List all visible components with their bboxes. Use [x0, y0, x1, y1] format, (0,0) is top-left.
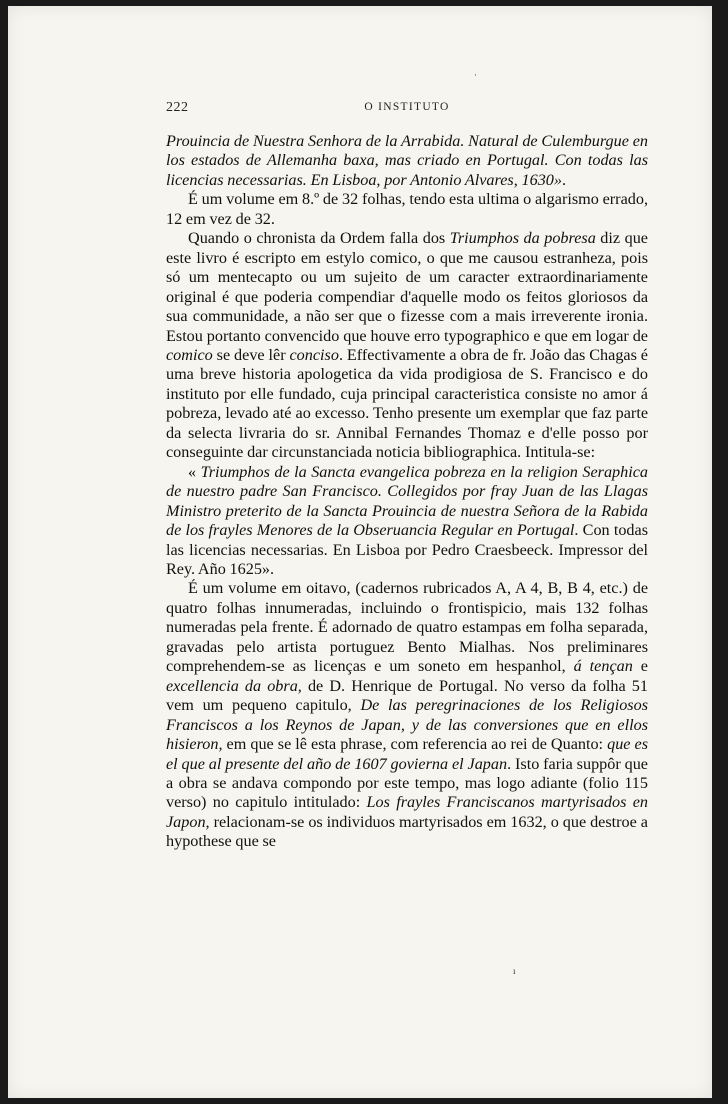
italic-text: comico [166, 345, 213, 364]
paragraph [166, 229, 648, 462]
text-run: diz que este livro é escripto em estylo comico, o que me causou estranheza, pois só um mentecapto ou um sujeito de um caracter extraordinariamente original é que poderia compendiar d'aquelle modo os feitos gloriosos da sua communidade, a não ser que o fizesse com a mais irreverente ironia. Estou portanto convencido que houve erro typographico e que em logar de [166, 229, 648, 345]
book-page [8, 6, 712, 1098]
italic-text: excellencia da obra, [166, 676, 302, 695]
page-number: 222 [166, 100, 189, 115]
paragraph [166, 190, 648, 229]
text-run: relacionam-se os individuos martyrisados em 1632, o que destroe a hypothese que se [166, 812, 648, 851]
italic-text: Triumphos da pobresa [449, 229, 596, 248]
page-body [166, 132, 648, 852]
italic-text: De las peregrinaciones de los Religiosos Franciscos a los Reynos de Japan, y de las conversiones que en ellos hisieron, [166, 696, 648, 754]
text-run: Quando o chronista da Ordem falla dos [188, 229, 450, 248]
text-run: de D. Henrique de Portugal. No verso da folha 51 vem um pequeno capitulo, [166, 676, 648, 715]
text-run: se deve lêr [212, 345, 290, 364]
italic-text: Triumphos de la Sancta evangelica pobreza en la religion Seraphica de nuestro padre San Francisco. Collegidos por fray Juan de las Llagas Ministro preterito de la Sancta Prouincia de nuestra Señora de la Rabida de los frayles Menores de la Obseruancia Regular en Portugal [166, 462, 649, 540]
paragraph [166, 132, 648, 190]
text-run: « [188, 462, 201, 481]
italic-text: Los frayles Franciscanos martyrisados en Japon, [166, 793, 648, 831]
running-title: O INSTITUTO [364, 101, 450, 113]
text-run: É um volume em oitavo, (cadernos rubricados A, A 4, B, B 4, etc.) de quatro folhas innumeradas, incluindo o frontispicio, mais 132 folhas numeradas pela frente. É adornado de quatro estampas em folha separada, gravadas pelo artista portuguez Bento Mialhas. Nos preliminares comprehendem-se as licenças e um soneto em hespanhol, [166, 579, 648, 676]
text-run: . Isto faria suppôr que a obra se andava compondo por este tempo, mas logo adiante (folio 115 verso) no capitulo intitulado: [166, 754, 648, 812]
text-run: É um volume em 8.º de 32 folhas, tendo esta ultima o algarismo errado, 12 em vez de 32. [166, 190, 648, 228]
page-header [166, 100, 648, 120]
text-run: em que se lê esta phrase, com referencia ao rei de Quanto: [222, 735, 608, 754]
text-run: . Effectivamente a obra de fr. João das Chagas é uma breve historia apologetica da vida prodigiosa de S. Francisco e do instituto por elle fundado, cuja principal caracteristica consiste no amor á pobreza, levado até ao excesso. Tenho presente um exemplar que faz parte da selecta livraria do sr. Annibal Fernandes Thomaz e d'elle posso por conseguinte dar circunstanciada noticia bibliographica. Intitula-se: [166, 345, 648, 462]
paragraph [166, 579, 648, 851]
italic-text: que es el que al presente del año de 1607 govierna el Japan [166, 735, 649, 773]
italic-text: conciso [289, 345, 339, 364]
text-run: . [561, 170, 567, 189]
italic-text: á tençan [573, 657, 633, 676]
italic-text: Prouincia de Nuestra Senhora de la Arrabida. Natural de Culemburgue en los estados de Allemanha baxa, mas criado en Portugal. Con todas las licencias necessarias. En Lisboa, por Antonio Alvares, 1630» [166, 132, 648, 189]
text-run: e [632, 657, 648, 676]
paper-speck: ı [513, 966, 516, 976]
paper-speck: · [474, 70, 477, 80]
text-run: . Con todas las licencias necessarias. En Lisboa por Pedro Craesbeeck. Impressor del Rey. Año 1625». [166, 521, 648, 578]
paragraph [166, 463, 648, 580]
